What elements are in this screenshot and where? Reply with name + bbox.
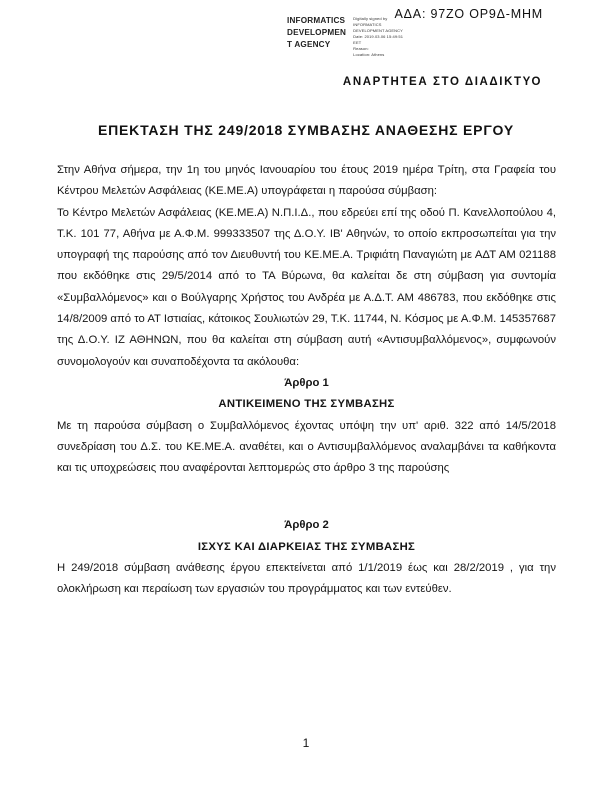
- parties-paragraph: Το Κέντρο Μελετών Ασφάλειας (ΚΕ.ΜΕ.Α) Ν.Π.Ι.Δ., που εδρεύει επί της οδού Π. Κανελλοπούλου 4, Τ.Κ. 101 77, Αθήνα με Α.Φ.Μ. 999333507 της Δ.Ο.Υ. ΙΒ' Αθηνών, το οποίο εκπροσωπείται για την υπογραφή της παρούσης από τον Διευθυντή του ΚΕ.ΜΕ.Α. Τριφιάτη Παναγιώτη με ΑΔΤ ΑΜ 021188 που εκδόθηκε στις 29/5/2014 από το ΤΑ Βύρωνα, θα καλείται δε στη σύμβαση για συντομία «Συμβαλλόμενος» και ο Βούλγαρης Χρήστος του Ανδρέα με Α.Δ.Τ. ΑΜ 486783, που εκδόθηκε στις 14/8/2009 από το ΑΤ Ιστιαίας, κάτοικος Σουλιωτών 29, Τ.Κ. 11744, Ν. Κόσμος με Α.Φ.Μ. 145357687 της Δ.Ο.Υ. ΙΖ ΑΘΗΝΩΝ, που θα καλείται στη σύμβαση αυτή «Αντισυμβαλλόμενος», συμφωνούν συνομολογούν και συναποδέχοντα τα ακόλουθα:: [57, 206, 556, 368]
- stamp-agency-line: INFORMATICS: [287, 15, 346, 25]
- document-body: [57, 160, 556, 601]
- article-1: [57, 373, 556, 479]
- stamp-agency-name: [287, 14, 346, 50]
- article-1-heading: ΑΝΤΙΚΕΙΜΕΝΟ ΤΗΣ ΣΥΜΒΑΣΗΣ: [218, 398, 395, 411]
- article-2-heading: ΙΣΧΥΣ ΚΑΙ ΔΙΑΡΚΕΙΑΣ ΤΗΣ ΣΥΜΒΑΣΗΣ: [197, 540, 416, 553]
- stamp-detail-line: Date: 2019.03.06 15:49:51: [353, 34, 404, 39]
- publish-notice: ΑΝΑΡΤΗΤΕΑ ΣΤΟ ΔΙΑΔΙΚΤΥΟ: [342, 76, 542, 88]
- intro-paragraph: Στην Αθήνα σήμερα, την 1η του μηνός Ιανουαρίου του έτους 2019 ημέρα Τρίτη, στα Γραφεία του Κέντρου Μελετών Ασφάλειας (ΚΕ.ΜΕ.Α) υπογράφεται η παρούσα σύμβαση:: [57, 164, 556, 198]
- article-1-number: Άρθρο 1: [284, 376, 329, 389]
- stamp-signature-details: [353, 14, 403, 58]
- digital-signature-stamp: [287, 14, 403, 58]
- stamp-agency-line: DEVELOPMEN: [287, 27, 347, 37]
- stamp-detail-line: Reason:: [353, 46, 369, 51]
- stamp-agency-line: T AGENCY: [287, 39, 331, 49]
- ada-code: ΑΔΑ: 97ΖΟ ΟΡ9Δ-ΜΗΜ: [394, 7, 543, 21]
- article-2-text: Η 249/2018 σύμβαση ανάθεσης έργου επεκτείνεται από 1/1/2019 έως και 28/2/2019 , για την ολοκλήρωση και περαίωση των εργασιών του προγράμματος και των εντεύθεν.: [57, 562, 556, 596]
- article-1-text: Με τη παρούσα σύμβαση ο Συμβαλλόμενος έχοντας υπόψη την υπ' αριθ. 322 από 14/5/2018 συνεδρίαση του Δ.Σ. του ΚΕ.ΜΕ.Α. αναθέτει, και ο Αντισυμβαλλόμενος αναλαμβάνει τα καθήκοντα και τις υποχρεώσεις που αναφέρονται λεπτομερώς στο άρθρο 3 της παρούσης: [57, 419, 556, 475]
- page-number: 1: [302, 736, 310, 750]
- stamp-detail-line: INFORMATICS: [353, 22, 382, 27]
- stamp-detail-line: Location: Athens: [353, 52, 385, 57]
- stamp-detail-line: Digitally signed by: [353, 16, 388, 21]
- stamp-detail-line: EET: [353, 40, 362, 45]
- stamp-detail-line: DEVELOPMENT AGENCY: [353, 28, 403, 33]
- page-title: ΕΠΕΚΤΑΣΗ ΤΗΣ 249/2018 ΣΥΜΒΑΣΗΣ ΑΝΑΘΕΣΗΣ ΕΡΓΟΥ: [98, 122, 514, 138]
- article-2: [57, 515, 556, 600]
- article-2-number: Άρθρο 2: [284, 519, 329, 532]
